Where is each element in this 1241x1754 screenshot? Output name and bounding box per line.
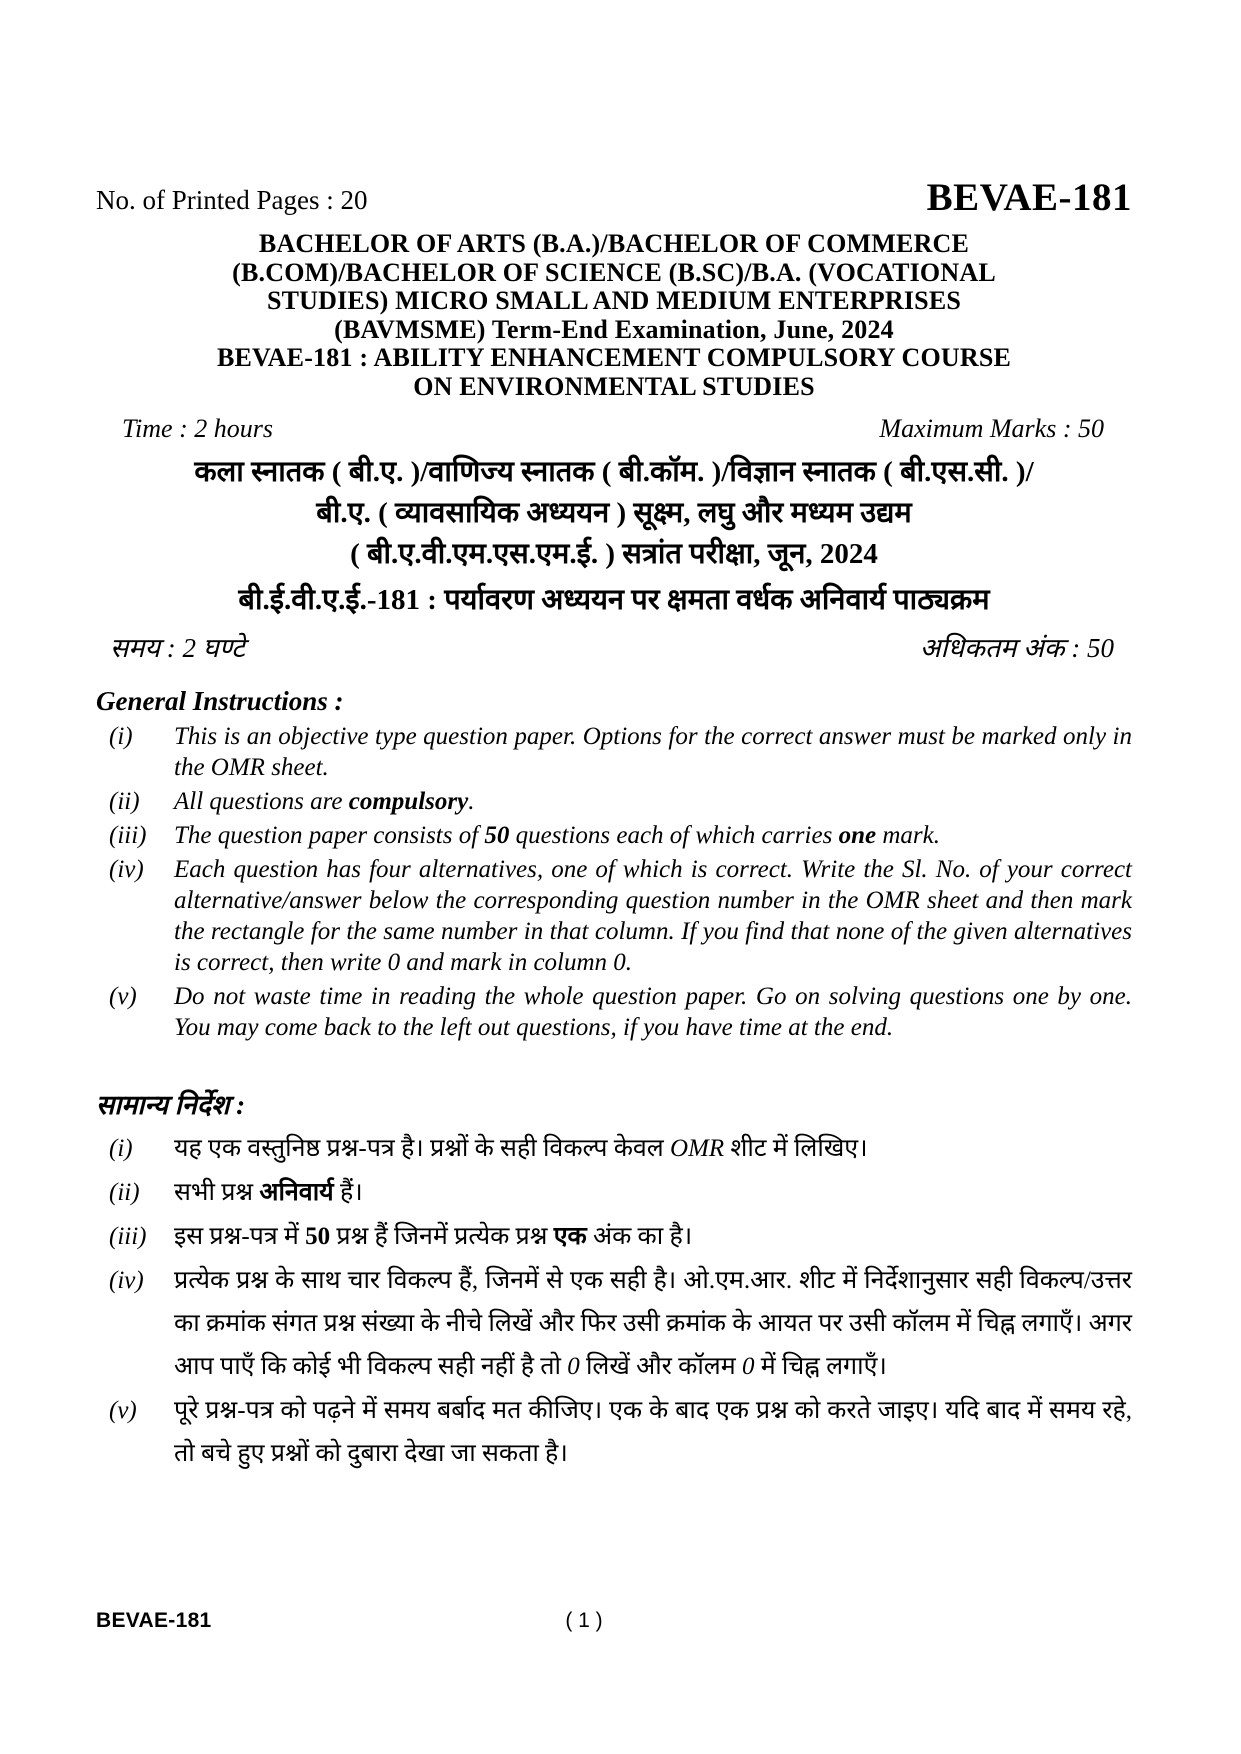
instruction-item-hi-5 [96,1389,1132,1475]
instruction-item-en-2 [96,786,1132,817]
course-code-heading: BEVAE-181 [926,176,1132,219]
maximum-marks-label: Maximum Marks : 50 [879,414,1104,443]
instruction-item-hi-1 [96,1127,1132,1170]
instruction-item-en-4 [96,854,1132,978]
instruction-number: (iv) [109,856,144,883]
instruction-number: (v) [109,1397,137,1424]
programme-title-hindi [96,452,1132,575]
instruction-text: This is an objective type question paper. Options for the correct answer must be marked only in the OMR sheet. [174,723,1132,781]
page-footer [96,1608,1132,1634]
instruction-text: All questions are compulsory. [174,788,475,815]
instruction-number: (i) [109,1135,133,1162]
instruction-text: सभी प्रश्न अनिवार्य हैं। [174,1179,363,1206]
instruction-number: (iv) [109,1267,144,1294]
programme-title-line: STUDIES) MICRO SMALL AND MEDIUM ENTERPRISES [266,286,962,315]
instruction-item-hi-3 [96,1215,1132,1258]
instruction-number: (v) [109,983,137,1010]
time-marks-row-english [96,414,1132,444]
instruction-number: (ii) [109,1179,140,1206]
time-marks-row-hindi [96,630,1132,666]
programme-title-line: (BAVMSME) Term-End Examination, June, 2024 [334,314,894,344]
instruction-text: Each question has four alternatives, one of which is correct. Write the Sl. No. of your correct alternative/answer below the corresponding question number in the OMR sheet and then mark the rectangle for the same number in that column. If you find that none of the given alternatives is correct, then write 0 and mark in column 0. [174,856,1132,976]
instruction-text: पूरे प्रश्न-पत्र को पढ़ने में समय बर्बाद मत कीजिए। एक के बाद एक प्रश्न को करते जाइए। यदि बाद में समय रहे, तो बचे हुए प्रश्नों को दुबारा देखा जा सकता है। [174,1397,1132,1467]
instruction-text: प्रत्येक प्रश्न के साथ चार विकल्प हैं, जिनमें से एक सही है। ओ.एम.आर. शीट में निर्देशानुसार सही विकल्प/उत्तर का क्रमांक संगत प्रश्न संख्या के नीचे लिखें और फिर उसी क्रमांक के आयत पर उसी कॉलम में चिह्न लगाएँ। अगर आप पाएँ कि कोई भी विकल्प सही नहीं है तो 0 लिखें और कॉलम 0 में चिह्न लगाएँ। [174,1267,1132,1380]
instruction-item-hi-4 [96,1259,1132,1388]
instruction-number: (ii) [109,788,140,815]
instruction-text: Do not waste time in reading the whole question paper. Go on solving questions one by one. You may come back to the left out questions, if you have time at the end. [174,983,1132,1041]
page-header-row [96,176,1132,219]
general-instructions-heading-hindi: सामान्य निर्देश : [96,1090,246,1120]
instruction-number: (iii) [109,822,147,849]
instruction-item-en-1 [96,721,1132,783]
time-allowed-label-hindi: समय : 2 घण्टे [110,633,245,663]
programme-title-line-hindi: कला स्नातक ( बी.ए. )/वाणिज्य स्नातक ( बी.कॉम. )/विज्ञान स्नातक ( बी.एस.सी. )/ [194,456,1034,488]
printed-pages-label: No. of Printed Pages : 20 [96,185,368,215]
footer-page-number: ( 1 ) [565,1609,603,1632]
programme-title-line-hindi: बी.ए. ( व्यावसायिक अध्ययन ) सूक्ष्म, लघु और मध्यम उद्यम [316,497,912,529]
instruction-number: (i) [109,723,133,750]
course-title-line: ON ENVIRONMENTAL STUDIES [413,371,815,401]
instruction-number: (iii) [109,1223,147,1250]
instruction-text: इस प्रश्न-पत्र में 50 प्रश्न हैं जिनमें प्रत्येक प्रश्न एक अंक का है। [174,1223,693,1250]
instructions-list-english [96,721,1132,1043]
programme-title-line: (B.COM)/BACHELOR OF SCIENCE (B.SC)/B.A. (VOCATIONAL [232,257,996,287]
course-title-line: BEVAE-181 : ABILITY ENHANCEMENT COMPULSORY COURSE [216,343,1012,372]
footer-course-code: BEVAE-181 [96,1609,212,1632]
instruction-item-en-3 [96,820,1132,851]
instruction-item-hi-2 [96,1171,1132,1214]
general-instructions-heading-english: General Instructions : [96,686,344,716]
programme-title-english [96,230,1132,401]
exam-paper-page [96,176,1132,1475]
instruction-text: The question paper consists of 50 questions each of which carries one mark. [174,822,940,849]
time-allowed-label: Time : 2 hours [122,414,273,443]
instruction-item-en-5 [96,981,1132,1043]
course-title-hindi: बी.ई.वी.ए.ई.-181 : पर्यावरण अध्ययन पर क्षमता वर्धक अनिवार्य पाठ्यक्रम [238,584,990,616]
programme-title-line-hindi: ( बी.ए.वी.एम.एस.एम.ई. ) सत्रांत परीक्षा, जून, 2024 [350,538,878,570]
programme-title-line: BACHELOR OF ARTS (B.A.)/BACHELOR OF COMMERCE [258,229,970,258]
maximum-marks-label-hindi: अधिकतम अंक : 50 [919,633,1114,663]
instruction-text: यह एक वस्तुनिष्ठ प्रश्न-पत्र है। प्रश्नों के सही विकल्प केवल OMR शीट में लिखिए। [174,1135,868,1162]
instructions-list-hindi [96,1127,1132,1475]
